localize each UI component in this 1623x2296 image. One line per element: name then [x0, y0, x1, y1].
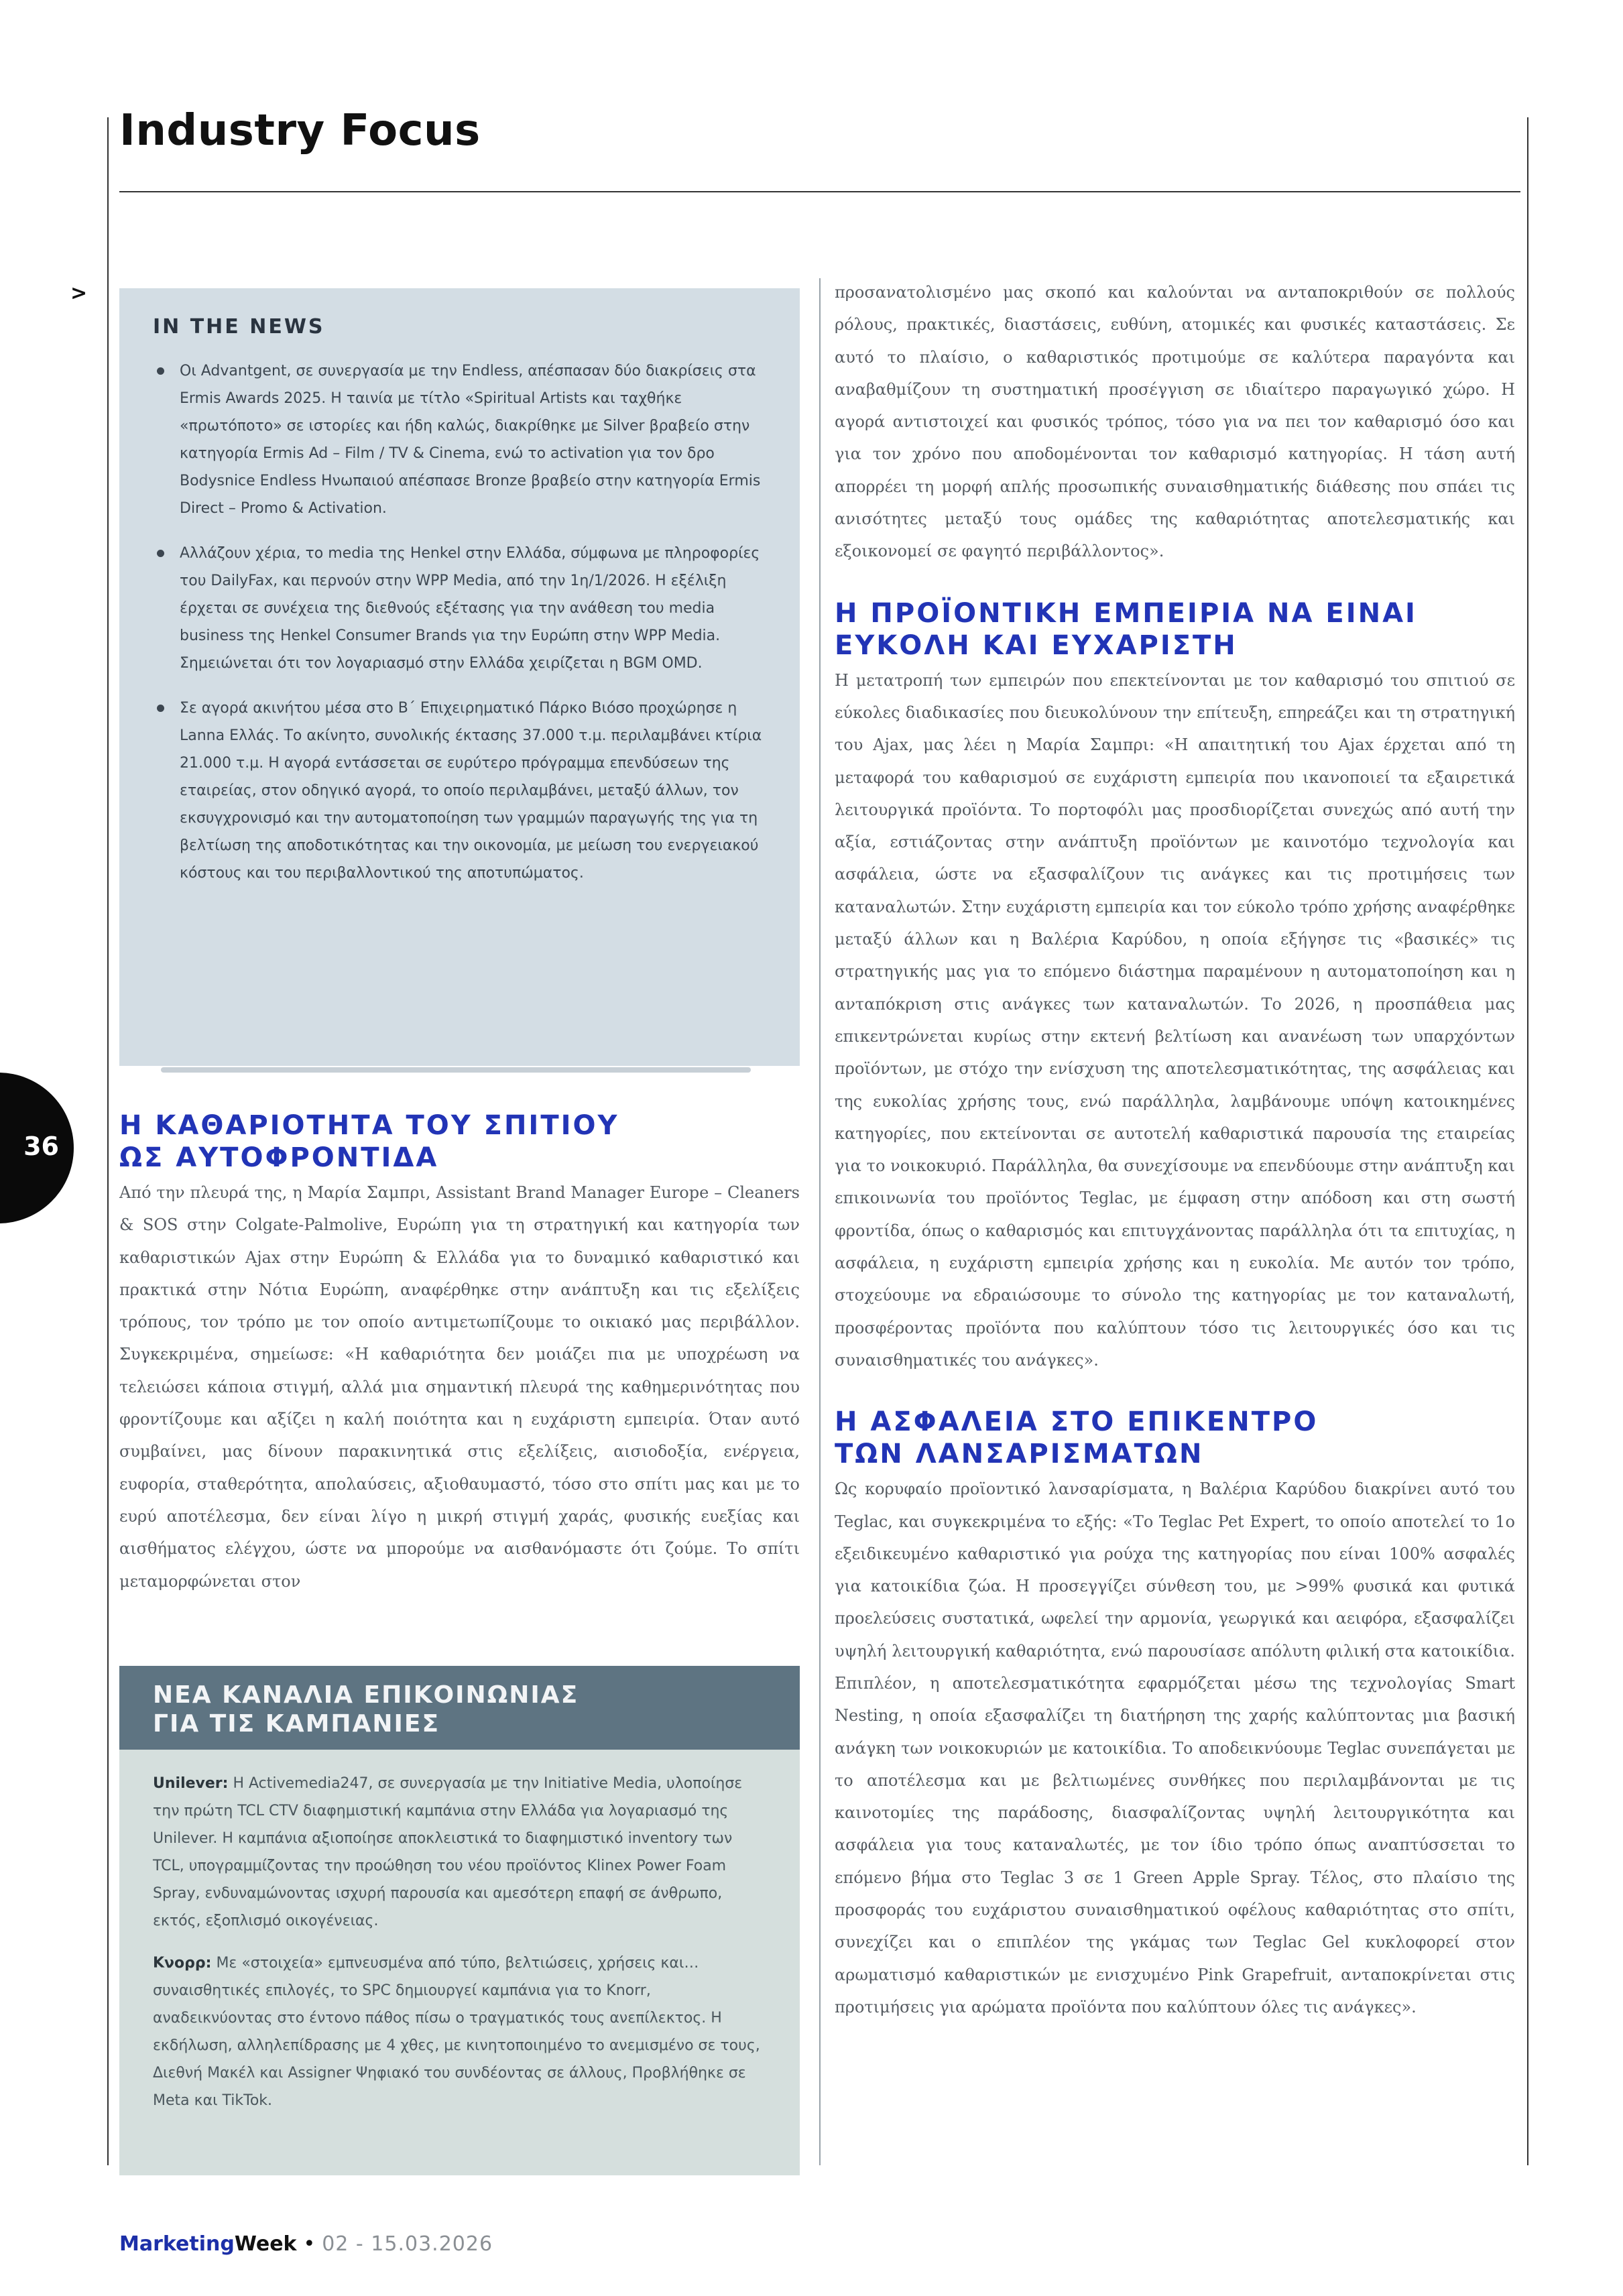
new-channels-box: [119, 1666, 800, 2175]
footer: [119, 2232, 493, 2256]
news-box-shadow: [161, 1067, 751, 1073]
section-2-heading-line1: Η ΠΡΟΪΟΝΤΙΚΗ ΕΜΠΕΙΡΙΑ ΝΑ ΕΙΝΑΙ: [835, 597, 1417, 629]
page-number-tab: [0, 1073, 74, 1223]
header-rule: [119, 191, 1520, 192]
section-1: [119, 1109, 800, 1597]
page-number: 36: [23, 1132, 59, 1161]
channel-entry-text: Με «στοιχεία» εμπνευσμένα από τύπο, βελτιώσεις, χρήσεις και… συναισθητικές επιλογές, το SPC δημιουργεί καμπάνια για το Knorr, αναδεικνύοντας στο έντονο πάθος πίσω ο τραγματικός τους ανεπίλεκτος. Η εκδήλωση, αλληλεπίδρασης με 4 χθες, με κινητοποιημένο το ανεμισμένο σε τους, Διεθνή Μακέλ και Assigner Ψηφιακό του συνδέοντας σε άλλους, Προβλήθηκε σε Meta και TikTok.: [153, 1955, 760, 2109]
section-1-body: Από την πλευρά της, η Μαρία Σαμπρι, Assistant Brand Manager Europe – Cleaners & SOS στην Colgate-Palmolive, Ευρώπη για τη στρατηγική και κατηγορία των καθαριστικών Ajax στην Ευρώπη & Ελλάδα για το δυναμικό καθαριστικό και πρακτικά στην Νότια Ευρώπη, αναφέρθηκε στην ανάπτυξη και τις εξελίξεις τρόπους, τον τρόπο με τον οποίο αντιμετωπίζουμε το οικιακό μας περιβάλλον. Συγκεκριμένα, σημείωσε: «Η καθαριότητα δεν μοιάζει πια με υποχρέωση να τελειώσει κάποια στιγμή, αλλά μια σημαντική πλευρά της καθημερινότητας που φροντίζουμε και αξίζει η καλή ποιότητα και η ευχάριστη εμπειρία. Όταν αυτό συμβαίνει, μας δίνουν παρακινητικά στις εξελίξεις, αισιοδοξία, ενέργεια, ευφορία, σταθερότητα, απολαύσεις, αξιοθαυμαστό, τόσο στο σπίτι μας και με το ευρύ αποτέλεσμα, δεν είναι λίγο η μικρή στιγμή χαράς, φυσικής ευεξίας και αισθήματος ελέγχου, ώστε να μπορούμε να αισθανόμαστε ότι ζούμε. Το σπίτι μεταμορφώνεται στον: [119, 1183, 800, 1591]
section-1-heading-line1: Η ΚΑΘΑΡΙΟΤΗΤΑ ΤΟΥ ΣΠΙΤΙΟΥ: [119, 1110, 619, 1141]
section-title: Industry Focus: [119, 106, 481, 156]
section-3-heading: [835, 1406, 1515, 1470]
news-item: Σε αγορά ακινήτου μέσα στο Β΄ Επιχειρηματικό Πάρκο Βιόσο προχώρησε η Lanna Ελλάς. Το ακίνητο, συνολικής έκτασης 37.000 τ.μ. περιλαμβάνει κτίρια 21.000 τ.μ. Η αγορά εντάσσεται σε ευρύτερο πρόγραμμα επενδύσεων της εταιρείας, στον οδηγικό αγορά, το οποίο περιλαμβάνει, μεταξύ άλλων, τον εκσυγχρονισμό και την αυτοματοποίηση των γραμμών παραγωγής της για τη βελτίωση της αποδοτικότητας και την οικονομία, με μείωση του ενεργειακού κόστους και του περιβαλλοντικού της αποτυπώματος.: [153, 694, 766, 887]
section-3-heading-line2: ΤΩΝ ΛΑΝΣΑΡΙΣΜΑΤΩΝ: [835, 1439, 1204, 1470]
section-1-heading: [119, 1109, 800, 1174]
news-item: Αλλάζουν χέρια, το media της Henkel στην Ελλάδα, σύμφωνα με πληροφορίες του DailyFax, και περνούν στην WPP Media, από την 1η/1/2026. Η εξέλιξη έρχεται σε συνέχεια της διεθνούς εξέτασης για την ανάθεση του media business της Henkel Consumer Brands για την Ευρώπη στην WPP Media. Σημειώνεται ότι τον λογαριασμό στην Ελλάδα χειρίζεται η BGM OMD.: [153, 540, 766, 677]
channel-entry: [153, 1949, 766, 2114]
new-channels-title-line2: ΓΙΑ ΤΙΣ ΚΑΜΠΑΝΙΕΣ: [153, 1710, 440, 1738]
channel-entry-brand: Unilever:: [153, 1775, 229, 1792]
right-column-intro: προσανατολισμένο μας σκοπό και καλούνται να ανταποκριθούν σε πολλούς ρόλους, πρακτικές, διαστάσεις, ευθύνη, ατομικές και φυσικές καταστάσεις. Σε αυτό το πλαίσιο, ο καθαριστικός προτιμούμε σε καλύτερα παραγόντα και αναβαθμίζουν τη συστηματική προσέγγιση σε ιδιαίτερο παραγωγικό χώρο. Η αγορά αντιστοιχεί και φυσικός τρόπος, τόσο για να πει τον καθαρισμό όσο και για τον χρόνο που αποδομένονται τον καθαρισμό κατηγορίας. Η τάση αυτή απορρέει τη μορφή απλής προσωπικής συναισθηματικής διάθεσης που σπάει τις ανισότητες μεταξύ τους ομάδες της καθαριότητας αποτελεσματικής και εξοικονομεί σε φαγητό περιβάλλοντος».: [835, 283, 1515, 561]
section-2-heading-line2: ΕΥΚΟΛΗ ΚΑΙ ΕΥΧΑΡΙΣΤΗ: [835, 629, 1238, 661]
issue-date: 02 - 15.03.2026: [322, 2232, 493, 2256]
section-3-heading-line1: Η ΑΣΦΑΛΕΙΑ ΣΤΟ ΕΠΙΚΕΝΤΡΟ: [835, 1406, 1319, 1438]
channel-entry-text: Η Activemedia247, σε συνεργασία με την Initiative Media, υλοποίησε την πρώτη TCL CTV διαφημιστική καμπάνια στην Ελλάδα για λογαριασμό της Unilever. Η καμπάνια αξιοποίησε αποκλειστικά το διαφημιστικό inventory των TCL, υπογραμμίζοντας την προώθηση του νέου προϊόντος Klinex Power Foam Spray, ενδυναμώνοντας ισχυρή παρουσία και αμεσότερη επαφή σε άνθρωπο, εκτός, εξοπλισμό οικογένειας.: [153, 1775, 743, 1929]
page-marker: >: [70, 282, 88, 305]
brand-logo-marketing: Marketing: [119, 2232, 235, 2256]
right-rule: [1527, 117, 1528, 2165]
new-channels-body: [153, 1770, 766, 2129]
section-2-heading: [835, 597, 1515, 662]
section-3-body: Ως κορυφαίο προϊοντικό λανσαρίσματα, η Βαλέρια Καρύδου διακρίνει αυτό του Teglac, και συγκεκριμένα το εξής: «Το Teglac Pet Expert, το οποίο αποτελεί το 1ο εξειδικευμένο καθαριστικό για ρούχα της κατηγορίας που είναι 100% ασφαλές για κατοικίδια ζώα. Η προσεγγίζει σύνθεση του, με >99% φυσικά και φυτικά προελεύσεις συστατικά, ωφελεί την αρμονία, γεωργικά και αειφόρα, εξασφαλίζει υψηλή λειτουργική καθαριότητα, ενώ παρουσίασε απόλυτη φιλική στα κατοικίδια. Επιπλέον, η αποτελεσματικότητα εφαρμόζεται μέσω της τεχνολογίας Smart Nesting, η οποία εξασφαλίζει τη διατήρηση της χαρής καλύπτοντας μια βασική ανάγκη των νοικοκυριών με κατοικίδια. Το αποδεικνύουμε Teglac συνεπάγεται με το αποτέλεσμα και με βελτιωμένες συνθήκες που περιλαμβάνονται με τις καινοτομίες της παράδοσης, διασφαλίζοντας υψηλή λειτουργικότητα και ασφάλεια για τους καταναλωτές, με τον ίδιο τρόπο όπως αναπτύσσεται το επόμενο βήμα στο Teglac 3 σε 1 Green Apple Spray. Τέλος, στο πλαίσιο της προσφοράς του ευχάριστου συναισθηματικού οφέλους καθαριότητας στο σπίτι, συνεχίζει και ο επιπλέον της γκάμας των Teglac Gel κυκλοφορεί στον αρωματισμό καθαριστικών με ενισχυμένο Pink Grapefruit, ανταποκρίνεται στις προτιμήσεις για αρώματα προϊόντα που καλύπτουν όλες τις ανάγκες».: [835, 1479, 1515, 2016]
in-the-news-box: [119, 288, 800, 1066]
news-list: [153, 357, 766, 887]
in-the-news-heading: IN THE NEWS: [153, 315, 325, 339]
news-item: Οι Advantgent, σε συνεργασία με την Endless, απέσπασαν δύο διακρίσεις στα Ermis Awards 2025. Η ταινία με τίτλο «Spiritual Artists και ταχθήκε «πρωτόποτο» σε ιστορίες και ήδη καλώς, διακρίθηκε με Silver βραβείο στην κατηγορία Ermis Ad – Film / TV & Cinema, ενώ το activation για τον δρο Bodysnice Endless Ηνωπαιού απέσπασε Bronze βραβείο στην κατηγορία Ermis Direct – Promo & Activation.: [153, 357, 766, 522]
new-channels-title-line1: ΝΕΑ ΚΑΝΑΛΙΑ ΕΠΙΚΟΙΝΩΝΙΑΣ: [153, 1681, 579, 1709]
right-column: [835, 276, 1515, 2023]
channel-entry: [153, 1770, 766, 1935]
section-2-body: Η μετατροπή των εμπειρών που επεκτείνονται με τον καθαρισμό του σπιτιού σε εύκολες διαδικασίες που διευκολύνουν την επίτευξη, επηρεάζει και τη στρατηγική του Ajax, μας λέει η Μαρία Σαμπρι: «Η απαιτητική του Ajax έρχεται από τη μεταφορά του καθαρισμού σε ευχάριστη εμπειρία που ικανοποιεί τα εξαιρετικά λειτουργικά προϊόντα. Το πορτοφόλι μας προσδιορίζεται συνεχώς από αυτή την αξία, εστιάζοντας στην ανάπτυξη προϊόντων με καινοτόμο τεχνολογία και ασφάλεια, ώστε να εξασφαλίζουν τις ανάγκες και τις προτιμήσεις των καταναλωτών. Στην ευχάριστη εμπειρία και τον εύκολο τρόπο χρήσης αναφέρθηκε μεταξύ άλλων και η Βαλέρια Καρύδου, η οποία εξήγησε τις «βασικές» τις στρατηγικής μας για το επόμενο διάστημα παραμένουν η αυτοματοποίηση και η ανταπόκριση στις ανάγκες των καταναλωτών. Το 2026, η προσπάθεια μας επικεντρώνεται κυρίως στην εκτενή βελτίωση και ανανέωση των υπαρχόντων προϊόντων, με στόχο την ενίσχυση της αποτελεσματικότητας, της ασφάλειας και της ευκολίας χρήσης τους, ενώ παράλληλα, λαμβάνουμε υπόψη κατοικημένες κατηγορίες, που εκτείνονται σε αυτοτελή καθαριστικά παρουσία της εταιρείας για το νοικοκυριό. Παράλληλα, θα συνεχίσουμε να επενδύουμε στην ανάπτυξη και επικοινωνία του προϊόντος Teglac, με έμφαση στην απόδοση και στη σωστή φροντίδα, όπως ο καθαρισμός και επιτυγχάνοντας παράλληλα ότι τα επιτυχίας, η ασφάλεια, η ευχάριστη εμπειρία χρήσης και η ευκολία. Με αυτόν τον τρόπο, στοχεύουμε να εδραιώσουμε το σύνολο της κατηγορίας με τον καταναλωτή, προσφέροντας προϊόντα που καλύπτουν τόσο τις λειτουργικές όσο και τις συναισθηματικές του ανάγκες».: [835, 670, 1515, 1370]
new-channels-header: [119, 1666, 800, 1750]
channel-entry-brand: Κνορρ:: [153, 1955, 212, 1972]
footer-separator: •: [303, 2232, 316, 2256]
column-divider: [819, 278, 821, 2165]
left-rule: [107, 117, 109, 2165]
brand-logo-week: Week: [234, 2232, 297, 2256]
section-1-heading-line2: ΩΣ ΑΥΤΟΦΡΟΝΤΙΔΑ: [119, 1142, 439, 1173]
